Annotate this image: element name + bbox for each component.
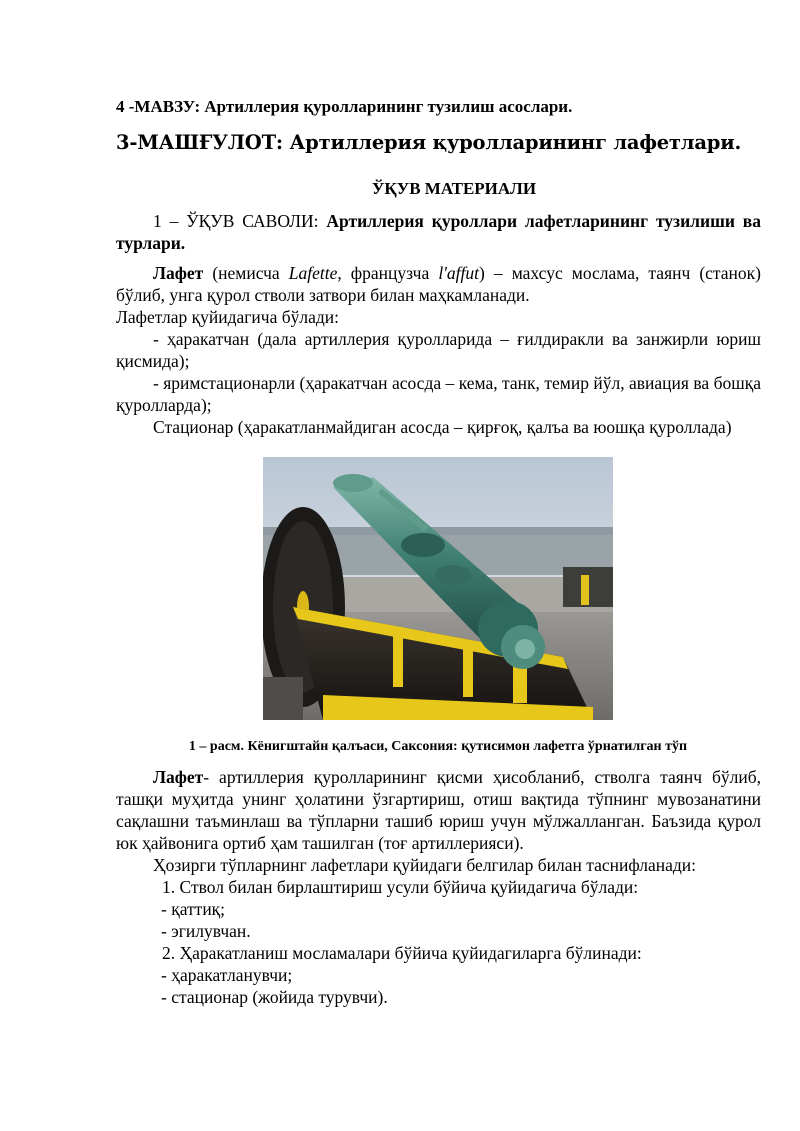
definition-text-2: , французча xyxy=(337,263,439,283)
figure-caption: 1 – расм. Кёнигштайн қалъаси, Саксония: қутисимон лафетга ўрнатилган тўп xyxy=(188,739,688,754)
french-term: l'affut xyxy=(438,263,480,283)
classification-item-2b: - стационар (жойида турувчи). xyxy=(161,987,388,1007)
question-paragraph xyxy=(116,210,761,254)
classification-item-1b: - эгилувчан. xyxy=(161,921,251,941)
definition-text-1: (немисча xyxy=(203,263,289,283)
topic-heading: 4 -МАВЗУ: Артиллерия қуролларининг тузилиш асослари. xyxy=(116,97,573,116)
question-prefix: 1 – ЎҚУВ САВОЛИ: xyxy=(153,211,327,231)
section-body xyxy=(116,210,761,438)
material-heading: ЎҚУВ МАТЕРИАЛИ xyxy=(371,179,537,198)
description-term: Лафет xyxy=(153,767,204,787)
description-text: - артиллерия қуролларининг қисми ҳисобланиб, стволга таянч бўлиб, ташқи муҳитда унинг ҳолатини ўзгартириш, отиш вақтида тўпнинг мувозанатини сақлашни таъминлаш ва тўпларни ташиб юриш учун мўлжалланган. Баъзида қурол юк ҳайвонига ортиб ҳам ташилган (тоғ артиллерияси). xyxy=(116,767,761,853)
classification-intro: Ҳозирги тўпларнинг лафетлари қуйидаги белгилар билан таснифланади: xyxy=(153,855,697,875)
lesson-heading: 3-МАШҒУЛОТ: Артиллерия қуролларининг лафетлари. xyxy=(116,131,742,154)
types-item-semistationary: - яримстационарли (ҳаракатчан асосда – кема, танк, темир йўл, авиация ва бошқа қуролларда); xyxy=(116,373,761,415)
types-intro: Лафетлар қуйидагича бўлади: xyxy=(116,307,340,327)
definition-paragraph xyxy=(116,262,761,306)
types-item-mobile: - ҳаракатчан (дала артиллерия қуролларида – ғилдиракли ва занжирли юриш қисмида); xyxy=(116,329,761,371)
cannon-photo xyxy=(263,457,613,720)
types-item-stationary: Стационар (ҳаракатланмайдиган асосда – қирғоқ, қалъа ва юошқа қуроллада) xyxy=(153,417,732,437)
definition-text-3: ) – махсус мослама, таянч (станок) бўлиб, унга қурол стволи затвори билан маҳкамланади. xyxy=(116,263,761,305)
question-title: Артиллерия қуроллари лафетларининг тузилиши ва турлари. xyxy=(116,211,762,253)
description-paragraph xyxy=(116,766,761,854)
classification-item-1a: - қаттиқ; xyxy=(161,899,226,919)
section-body-2 xyxy=(116,766,761,1008)
german-term: Lafette xyxy=(288,263,338,283)
classification-item-2: 2. Ҳаракатланиш мосламалари бўйича қуйидагиларга бўлинади: xyxy=(162,943,642,963)
classification-item-2a: - ҳаракатланувчи; xyxy=(161,965,293,985)
classification-item-1: 1. Ствол билан бирлаштириш усули бўйича қуйидагича бўлади: xyxy=(162,877,639,897)
definition-term: Лафет xyxy=(153,263,204,283)
